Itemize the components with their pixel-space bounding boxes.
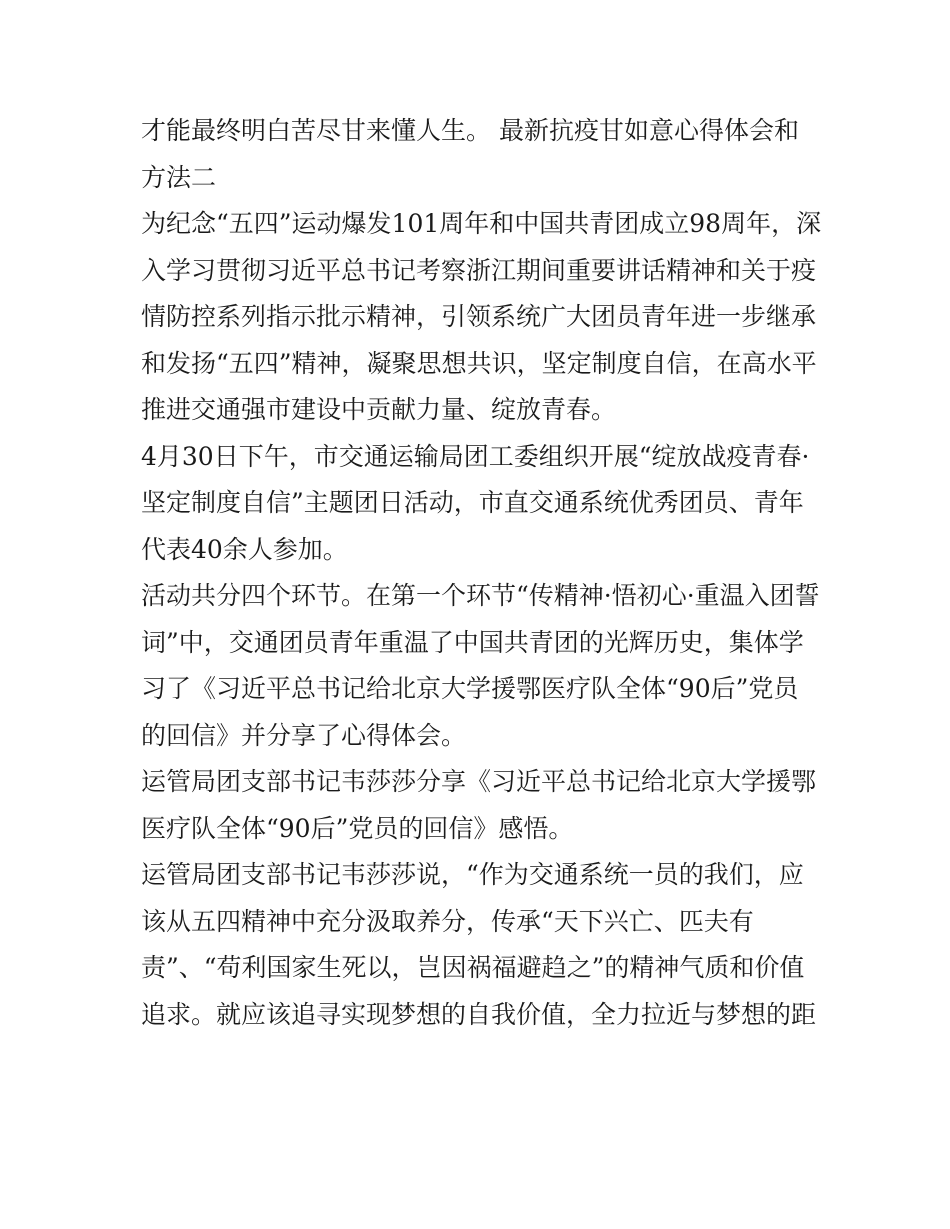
text-line-16: 医疗队全体“90后”党员的回信》感悟。 xyxy=(141,813,574,843)
text-line-12: 词”中，交通团员青年重温了中国共青团的光辉历史，集体学 xyxy=(141,627,804,657)
text-line-10: 代表40余人参加。 xyxy=(141,534,348,564)
document-body-text xyxy=(141,108,821,1038)
text-line-9: 坚定制度自信”主题团日活动，市直交通系统优秀团员、青年 xyxy=(141,488,804,517)
text-line-6: 和发扬“五四”精神，凝聚思想共识，坚定制度自信，在高水平 xyxy=(141,348,817,378)
text-line-13: 习了《习近平总书记给北京大学援鄂医疗队全体“90后”党员 xyxy=(141,674,799,703)
text-line-8: 4月30日下午，市交通运输局团工委组织开展“绽放战疫青春· xyxy=(141,441,810,471)
text-line-17: 运管局团支部书记韦莎莎说，“作为交通系统一员的我们，应 xyxy=(141,860,804,889)
text-line-18: 该从五四精神中充分汲取养分，传承“天下兴亡、匹夫有 xyxy=(141,906,754,936)
text-line-7: 推进交通强市建设中贡献力量、绽放青春。 xyxy=(141,395,617,424)
text-line-15: 运管局团支部书记韦莎莎分享《习近平总书记给北京大学援鄂 xyxy=(141,767,817,796)
text-line-1: 才能最终明白苦尽甘来懂人生。 最新抗疫甘如意心得体会和 xyxy=(141,116,799,145)
text-line-2: 方法二 xyxy=(141,162,217,192)
text-line-5: 情防控系列指示批示精神，引领系统广大团员青年进一步继承 xyxy=(141,302,817,331)
text-line-14: 的回信》并分享了心得体会。 xyxy=(141,720,467,750)
text-line-4: 入学习贯彻习近平总书记考察浙江期间重要讲话精神和关于疫 xyxy=(141,255,817,285)
text-line-3: 为纪念“五四”运动爆发101周年和中国共青团成立98周年，深 xyxy=(141,209,822,238)
text-line-19: 责”、“苟利国家生死以，岂因祸福避趋之”的精神气质和价值 xyxy=(141,953,805,982)
text-line-20: 追求。就应该追寻实现梦想的自我价值，全力拉近与梦想的距 xyxy=(141,999,817,1029)
text-line-11: 活动共分四个环节。在第一个环节“传精神·悟初心·重温入团誓 xyxy=(141,581,820,610)
